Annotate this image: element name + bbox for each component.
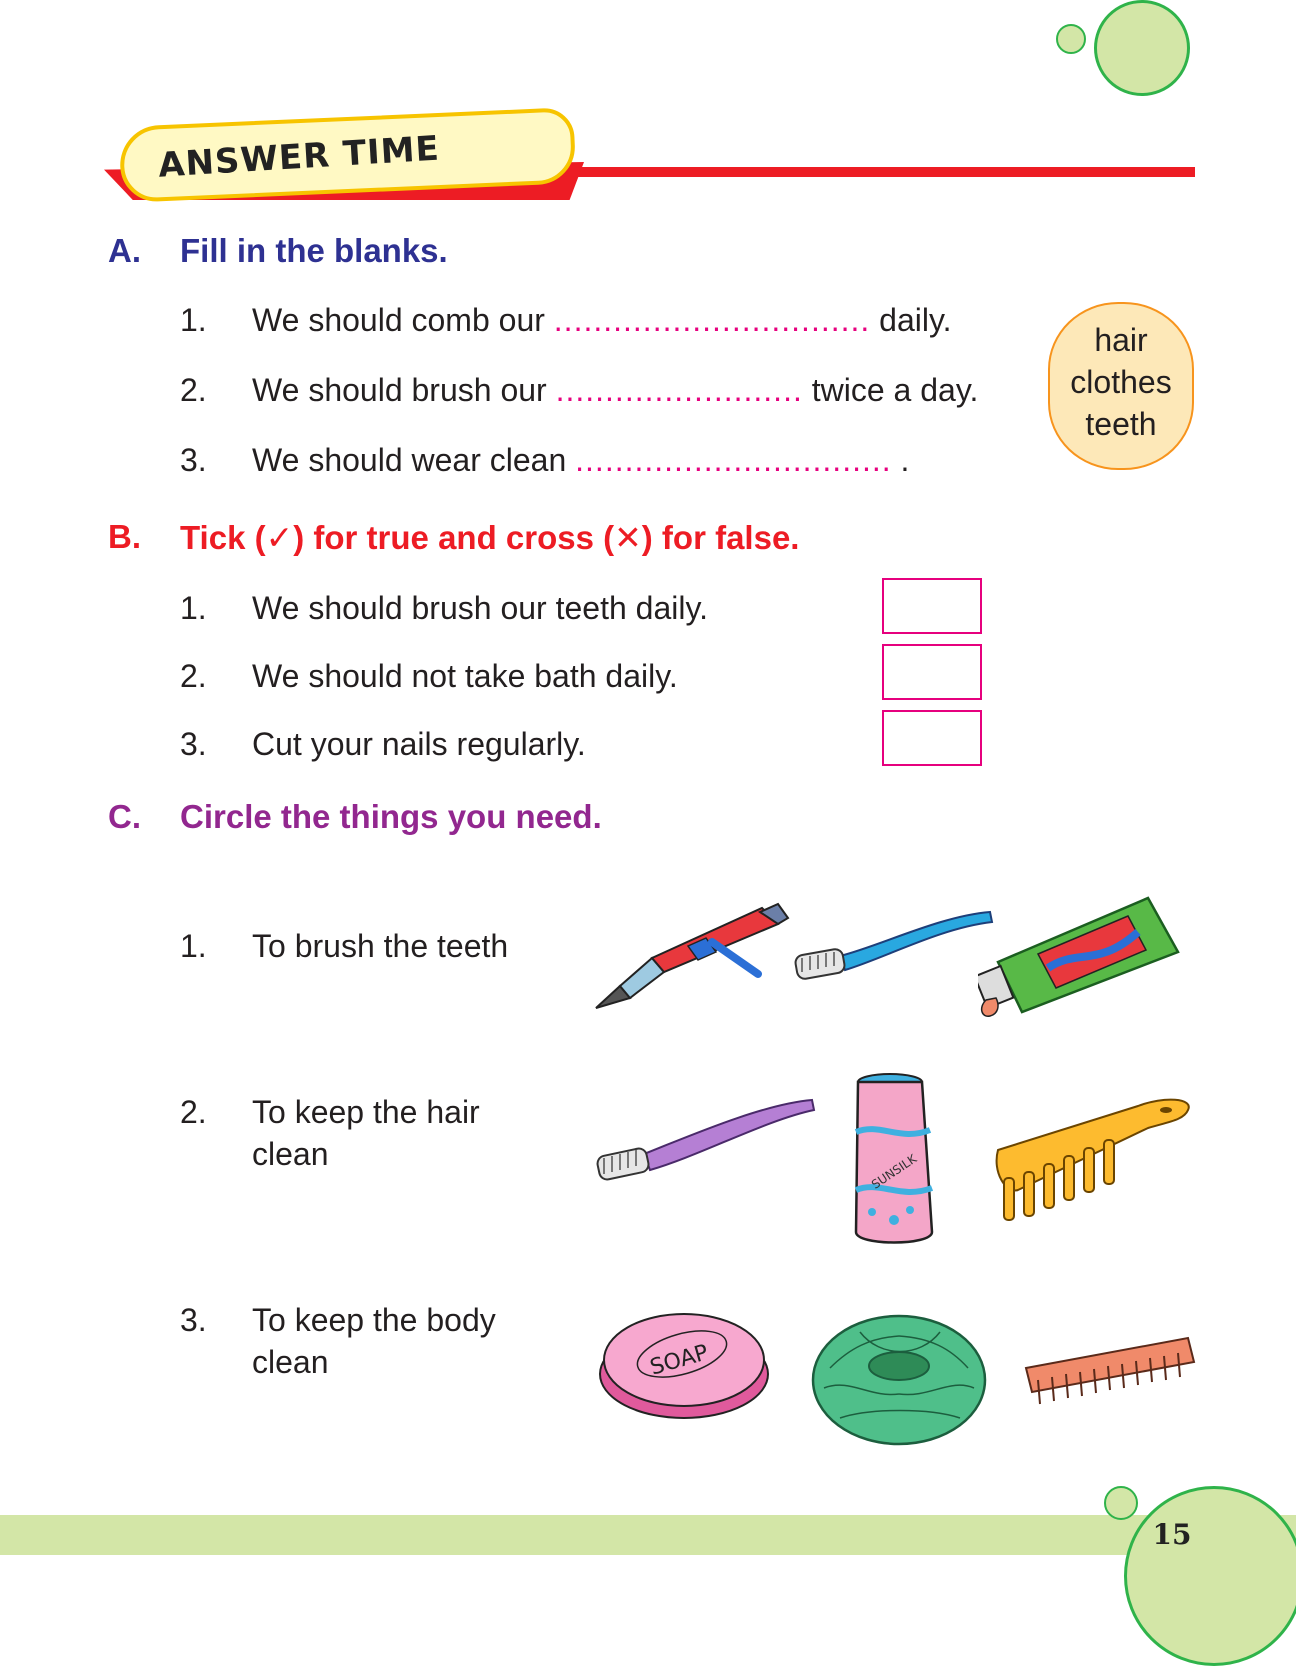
word-bank-word: clothes [1070,364,1172,400]
sponge-loofah-icon[interactable] [810,1308,988,1448]
word-bank-word: teeth [1085,406,1157,442]
answer-box-3[interactable] [882,710,982,766]
section-title: Circle the things you need. [180,798,602,835]
banner-title: ANSWER TIME [157,128,441,186]
item-number: 3. [180,726,207,762]
toothbrush-purple-icon[interactable] [594,1094,818,1194]
page-number-circle [1124,1486,1296,1666]
word-bank-word: hair [1094,322,1148,358]
blank-line[interactable]: ................................ [553,302,871,338]
blank-line[interactable]: ......................... [555,372,803,408]
item-number: 2. [180,1094,207,1130]
answer-box-2[interactable] [882,644,982,700]
item-text: To keep the body [252,1302,496,1338]
shampoo-bottle-icon[interactable] [850,1072,936,1248]
decor-circle-large-top [1094,0,1190,96]
item-text-line2: clean [252,1136,329,1172]
blank-line[interactable]: ................................ [575,442,892,478]
page-number: 15 [1152,1518,1192,1551]
item-text: Cut your nails regularly. [252,726,586,762]
item-text: We should brush our [252,372,547,408]
item-text: To brush the teeth [252,928,509,964]
item-number: 2. [180,658,207,694]
item-number: 1. [180,928,207,964]
item-text: To keep the hair [252,1094,480,1130]
item-text-after: . [900,442,910,478]
item-text: We should not take bath daily. [252,658,678,694]
decor-circle-small-bottom [1104,1486,1138,1520]
toothbrush-icon[interactable] [790,906,996,990]
word-bank [1048,302,1194,470]
item-number: 3. [180,1302,207,1338]
soap-icon[interactable] [598,1304,772,1424]
item-number: 2. [180,372,207,408]
header-rule [540,167,1195,177]
section-letter: B. [108,518,141,555]
nail-brush-icon[interactable] [1022,1334,1196,1410]
pen-icon[interactable] [592,902,792,1012]
section-title: Tick (✓) for true and cross (✕) for false. [180,519,800,556]
decor-circle-small-top [1056,24,1086,54]
item-text-after: daily. [879,302,952,338]
item-text: We should comb our [252,302,545,338]
answer-box-1[interactable] [882,578,982,634]
section-letter: A. [108,232,141,269]
soap-label: SOAP [647,1340,712,1381]
item-text-after: twice a day. [811,372,979,408]
item-number: 1. [180,302,207,338]
footer-band [0,1515,1296,1555]
item-number: 1. [180,590,207,626]
item-text: We should wear clean [252,442,567,478]
item-text: We should brush our teeth daily. [252,590,708,626]
comb-icon[interactable] [988,1098,1194,1232]
item-text-line2: clean [252,1344,329,1380]
section-letter: C. [108,798,141,835]
toothpaste-icon[interactable] [978,888,1188,1020]
section-title: Fill in the blanks. [180,232,448,269]
tube-label: SUNSILK [868,1151,920,1192]
item-number: 3. [180,442,207,478]
